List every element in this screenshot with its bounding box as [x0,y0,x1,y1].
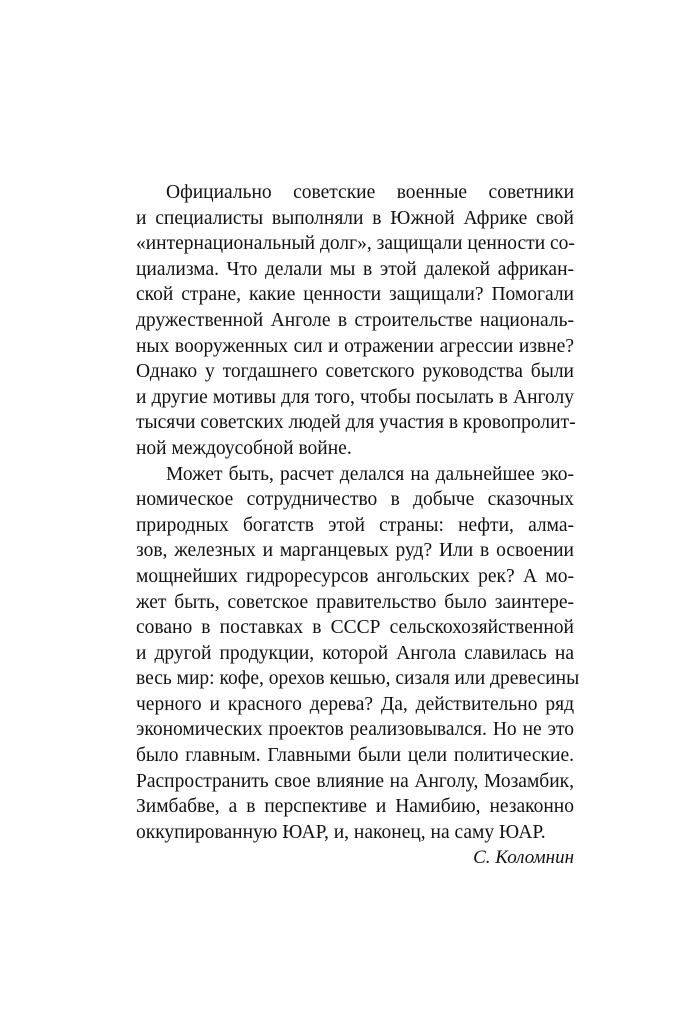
author-signature: С. Коломнин [473,847,574,869]
text-line: зов, железных и марганцевых руд? Или в освоении [136,540,574,562]
text-line: Может быть, расчет делался на дальнейшее эко- [166,463,574,485]
text-line: номическое сотрудничество в добыче сказочных [136,489,574,511]
text-line: Однако у тогдашнего советского руководства были [136,361,574,383]
paragraph-1 [136,180,574,462]
text-line: Официально советские военные советники [166,182,574,203]
page-text [136,180,580,871]
text-line: было главным. Главными были цели политические. [136,745,574,767]
text-line: и другой продукции, которой Ангола славилась на [136,642,574,664]
text-line: ной междоусобной войне. [136,437,352,459]
text-line: оккупированную ЮАР, и, наконец, на саму ЮАР. [136,821,546,843]
text-line: совано в поставках в СССР сельскохозяйственной [136,617,574,639]
text-line: Распространить свое влияние на Анголу, Мозамбик, [136,770,574,792]
text-line: жет быть, советское правительство было заинтере- [136,591,574,613]
text-line: мощнейших гидроресурсов ангольских рек? А мо- [136,565,574,587]
text-line: циализма. Что делали мы в этой далекой африкан- [136,258,574,280]
text-line: ской стране, какие ценности защищали? Помогали [136,284,574,306]
text-line: и другие мотивы для того, чтобы посылать в Анголу [136,386,574,408]
text-line: экономических проектов реализовывался. Но не это [136,719,574,741]
paragraph-2 [136,462,580,846]
text-line: природных богатств этой страны: нефти, алма- [136,514,574,536]
text-line: и специалисты выполняли в Южной Африке свой [136,207,574,229]
text-line: «интернациональный долг», защищали ценности со- [136,233,575,255]
text-line: черного и красного дерева? Да, действительно ряд [136,693,574,715]
text-line: Зимбабве, а в перспективе и Намибию, незаконно [136,796,574,818]
text-line: ных вооруженных сил и отражении агрессии извне? [136,335,574,357]
text-line: дружественной Анголе в строительстве националь- [136,309,574,331]
text-line: тысячи советских людей для участия в кровопролит- [136,412,576,434]
text-line: весь мир: кофе, орехов кешью, сизаля или древесины [136,668,580,690]
